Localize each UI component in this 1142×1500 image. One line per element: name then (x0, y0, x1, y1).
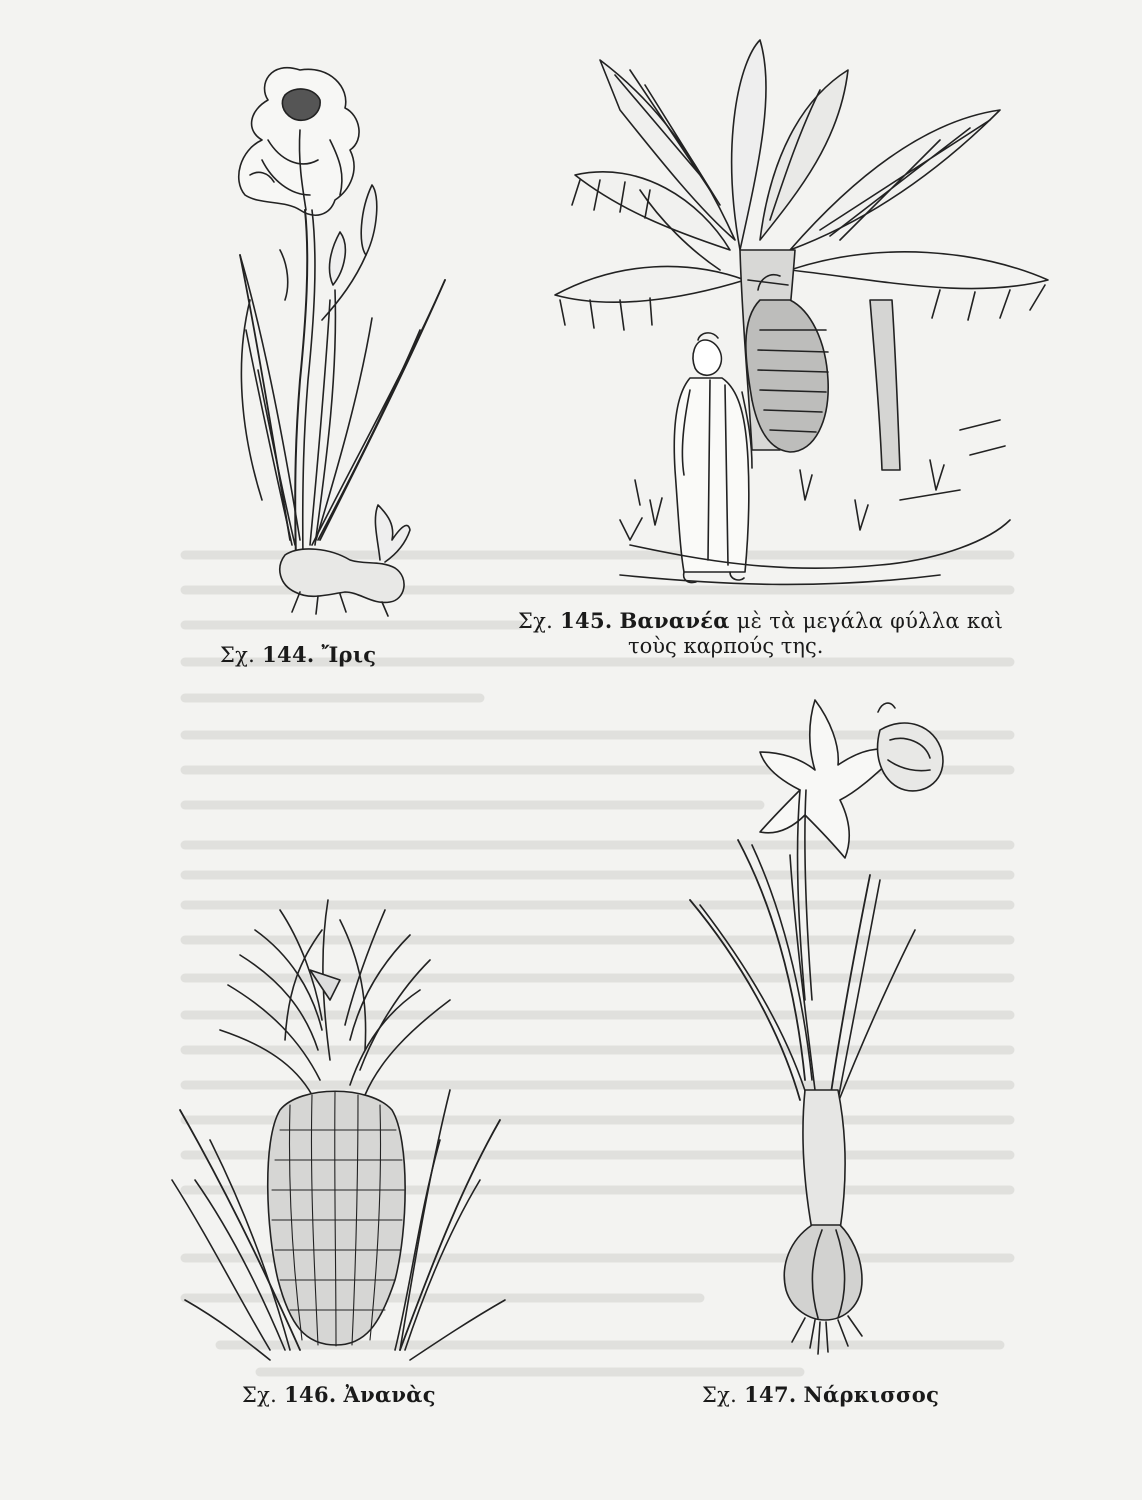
caption-title: Ἴρις (321, 642, 377, 667)
caption-fig-146 (242, 1382, 436, 1407)
caption-title-rest: μὲ τὰ μεγάλα φύλλα καὶ (736, 609, 1004, 633)
caption-number: 147. (744, 1382, 797, 1407)
caption-fig-144 (220, 642, 376, 667)
banana-illustration (555, 40, 1048, 584)
caption-prefix: Σχ. (702, 1383, 738, 1407)
caption-title: Νάρκισσος (803, 1382, 940, 1407)
caption-fig-147 (702, 1382, 939, 1407)
caption-prefix: Σχ. (220, 643, 256, 667)
caption-title: Βανανέα (619, 608, 730, 633)
caption-title: Ἀνανὰς (343, 1382, 436, 1407)
pineapple-illustration (172, 900, 505, 1360)
caption-prefix: Σχ. (518, 609, 554, 633)
iris-illustration (239, 68, 445, 616)
caption-number: 145. (560, 608, 613, 633)
caption-fig-145 (518, 608, 1003, 633)
narcissus-illustration (690, 700, 943, 1354)
caption-number: 146. (284, 1382, 337, 1407)
caption-fig-145-line2: τοὺς καρπούς της. (628, 634, 824, 658)
caption-prefix: Σχ. (242, 1383, 278, 1407)
caption-number: 144. (262, 642, 315, 667)
